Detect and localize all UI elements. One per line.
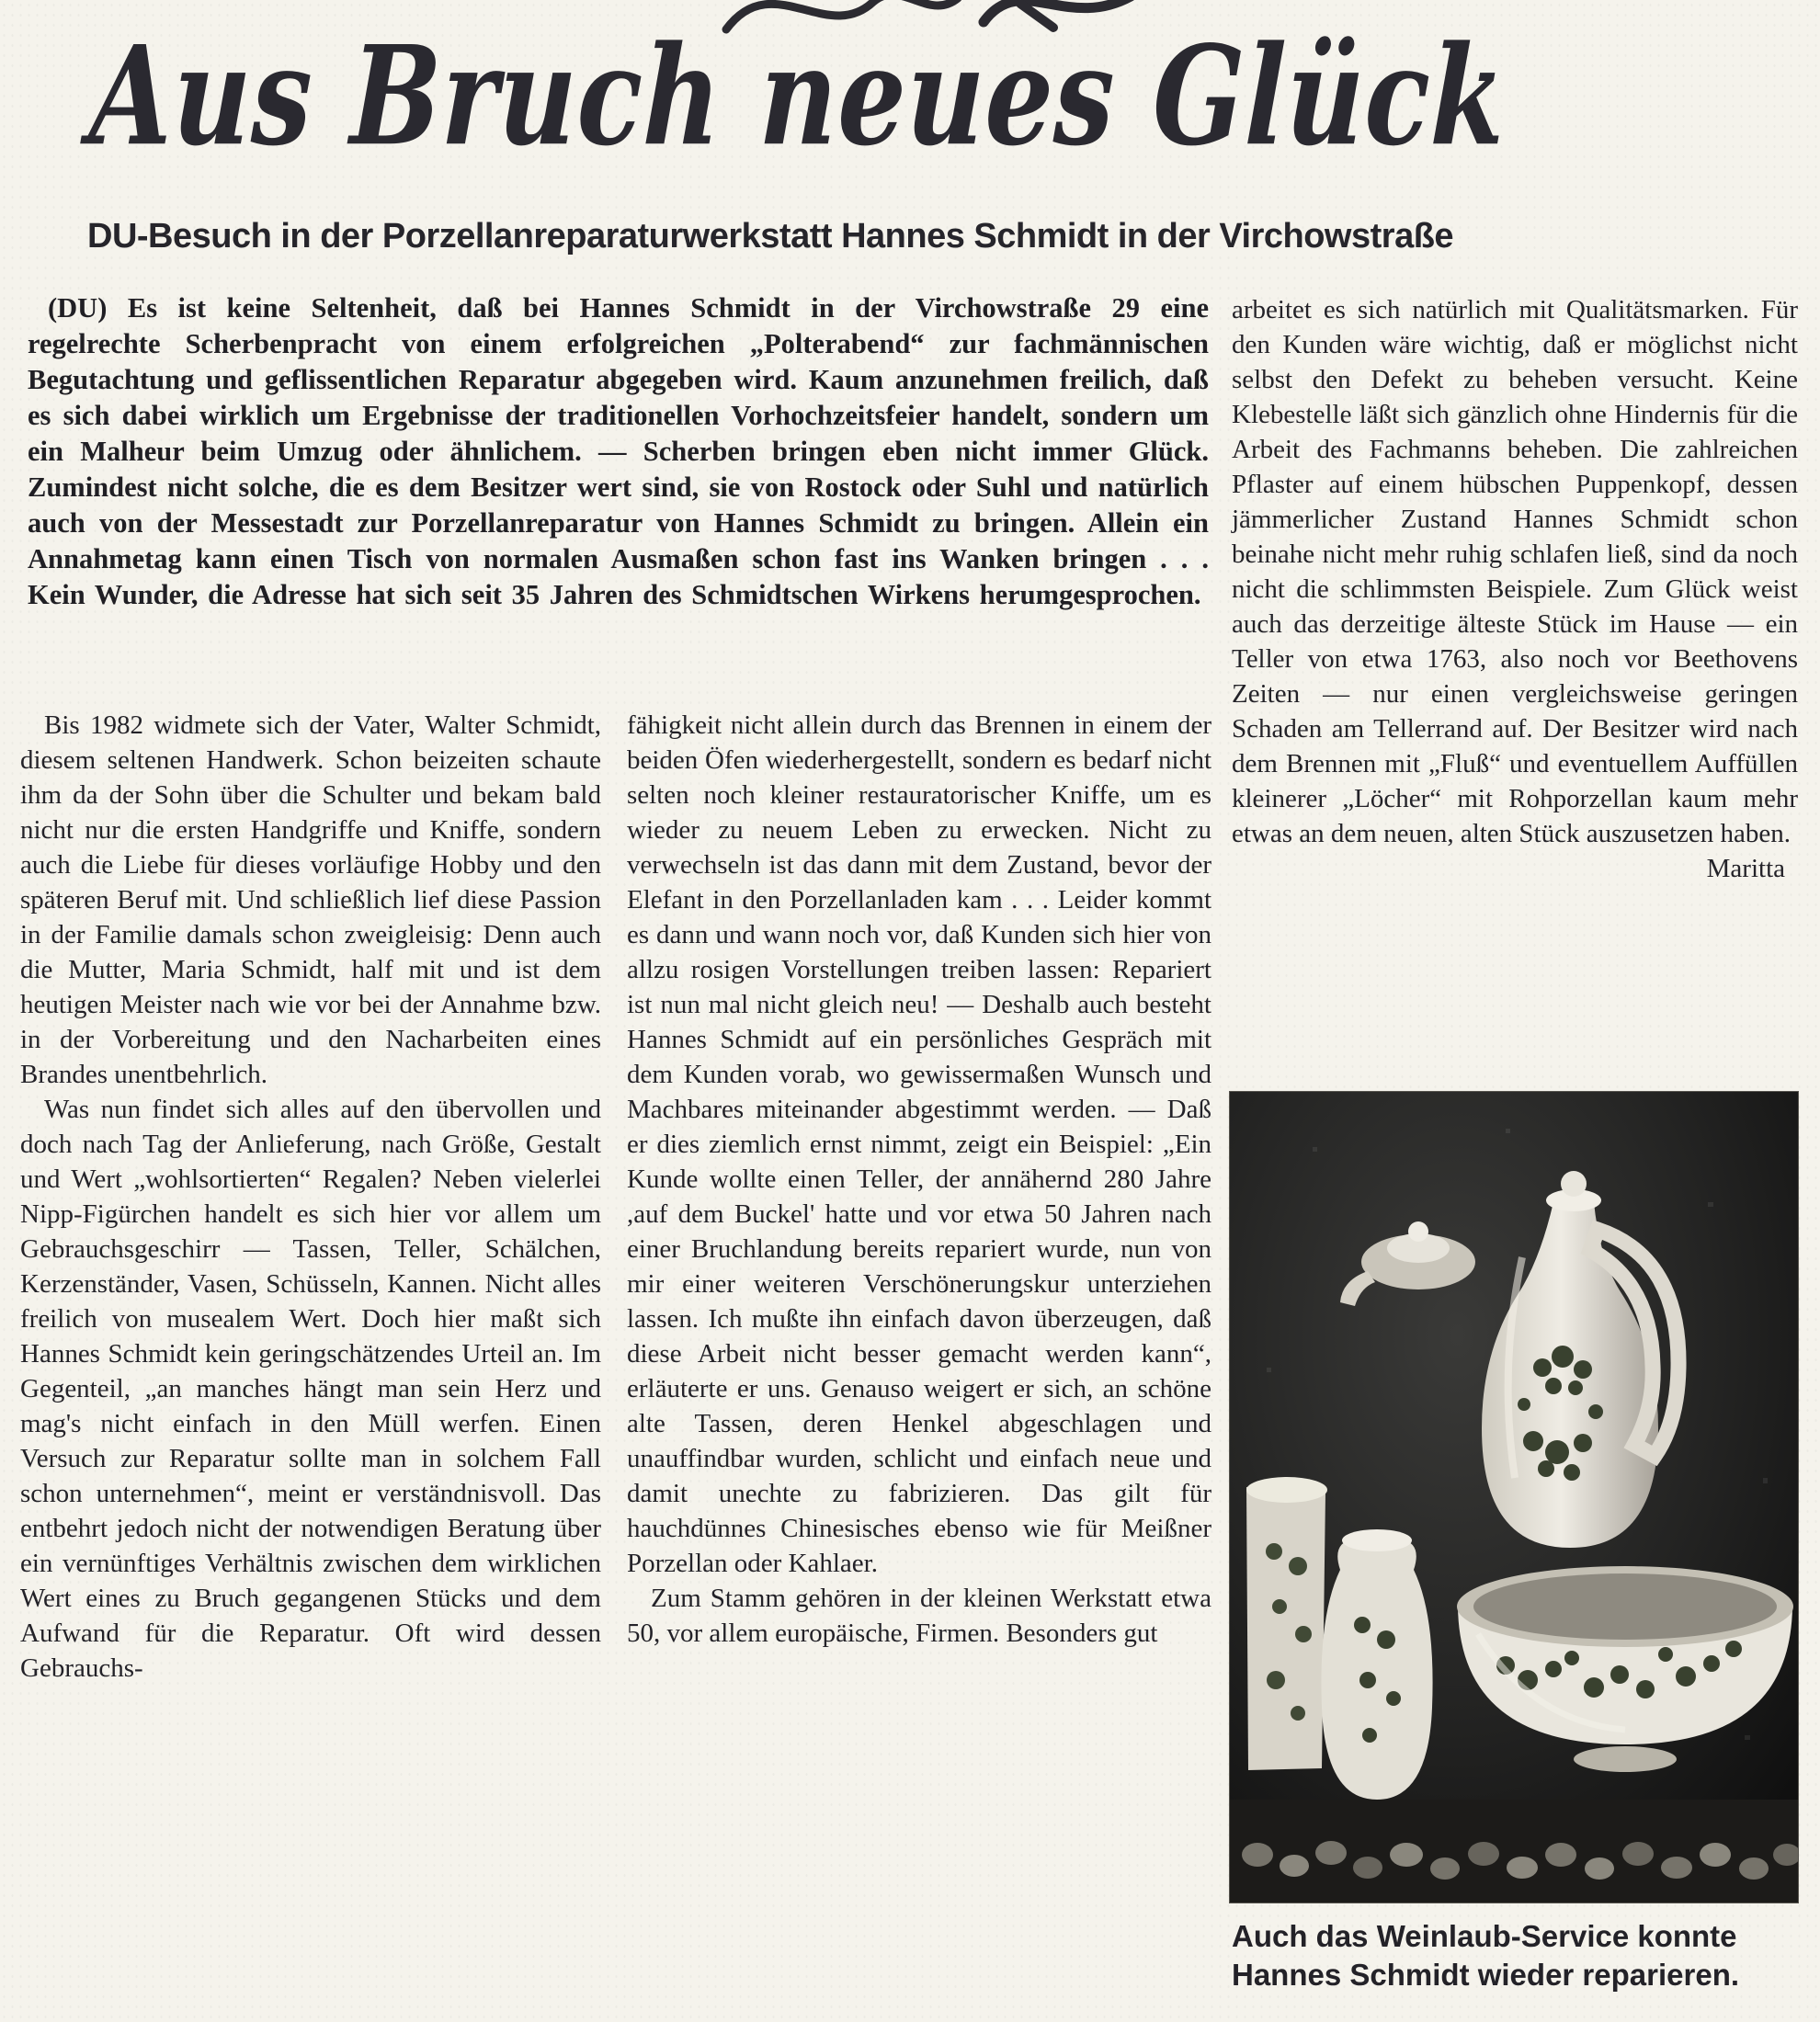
- column-1: [20, 708, 601, 1686]
- article-headline: Aus Bruch neues Glück: [87, 17, 1508, 177]
- column-2-paragraph-2: Zum Stamm gehören in der kleinen Werkstatt etwa 50, vor allem europäische, Firmen. Besonders gut: [627, 1584, 1211, 1648]
- column-3: [1232, 292, 1798, 886]
- lead-paragraph: (DU) Es ist keine Seltenheit, daß bei Hannes Schmidt in der Virchowstraße 29 eine regelrechte Scherbenpracht von einem erfolgreichen „Polterabend“ zur fachmännischen Begutachtung und geflissentlichen Reparatur abgegeben wird. Kaum anzunehmen freilich, daß es sich dabei wirklich um Ergebnisse der traditionellen Vorhochzeitsfeier handelt, sondern um ein Malheur beim Umzug oder ähnlichem. — Scherben bringen eben nicht immer Glück. Zumindest nicht solche, die es dem Besitzer wert sind, sie von Rostock oder Suhl und natürlich auch von der Messestadt zur Porzellanreparatur von Hannes Schmidt zu bringen. Allein ein Annahmetag kann einen Tisch von normalen Ausmaßen schon fast ins Wanken bringen . . . Kein Wunder, die Adresse hat sich seit 35 Jahren des Schmidtschen Wirkens herumgesprochen.: [28, 292, 1209, 610]
- column-1-paragraph-2: Was nun findet sich alles auf den übervollen und doch nach Tag der Anlieferung, nach Größe, Gestalt und Wert „wohlsortierten“ Regalen? Neben vielerlei Nipp-Figürchen handelt es sich hier vor allem um Gebrauchsgeschirr — Tassen, Teller, Schälchen, Kerzenständer, Vasen, Schüsseln, Kannen. Nicht alles freilich von musealem Wert. Doch hier maßt sich Hannes Schmidt kein geringschätzendes Urteil an. Im Gegenteil, „an manches hängt man sein Herz und mag's nicht einfach in den Müll werfen. Einen Versuch zur Reparatur sollte man in solchem Fall schon unternehmen“, meint er verständnisvoll. Das entbehrt jedoch nicht der notwendigen Beratung über ein vernünftiges Verhältnis zwischen dem wirklichen Wert eines zu Bruch gegangenen Stücks und dem Aufwand für die Reparatur. Oft wird dessen Gebrauchs-: [20, 1095, 601, 1683]
- author-byline: Maritta: [1706, 854, 1785, 883]
- porcelain-photo-illustration: [1230, 1092, 1798, 1903]
- photo-caption: Auch das Weinlaub-Service konnte Hannes Schmidt wieder reparieren.: [1232, 1919, 1740, 1992]
- column-2: [627, 708, 1211, 1651]
- article-subtitle: DU-Besuch in der Porzellanreparaturwerkstatt Hannes Schmidt in der Virchowstraße: [87, 217, 1454, 256]
- weinlaub-service-photo: [1230, 1092, 1798, 1903]
- column-3-paragraph-1: arbeitet es sich natürlich mit Qualitätsmarken. Für den Kunden wäre wichtig, daß er möglichst nicht selbst den Defekt zu beheben versucht. Keine Klebestelle läßt sich gänzlich ohne Hindernis für die Arbeit des Fachmanns beheben. Die zahlreichen Pflaster auf einem hübschen Puppenkopf, dessen jämmerlicher Zustand Hannes Schmidt schon beinahe nicht mehr ruhig schlafen ließ, sind da noch nicht die schlimmsten Beispiele. Zum Glück weist auch das derzeitige älteste Stück im Hause — ein Teller von etwa 1763, also noch vor Beethovens Zeiten — nur einen vergleichsweise geringen Schaden am Tellerrand auf. Der Besitzer wird nach dem Brennen mit „Fluß“ und eventuellem Auffüllen kleinerer „Löcher“ mit Rohporzellan kaum mehr etwas an dem neuen, alten Stück auszusetzen haben.: [1232, 295, 1798, 848]
- column-1-paragraph-1: Bis 1982 widmete sich der Vater, Walter Schmidt, diesem seltenen Handwerk. Schon beizeiten schaute ihm da der Sohn über die Schulter und bekam bald nicht nur die ersten Handgriffe und Kniffe, sondern auch die Liebe für dieses vorläufige Hobby und den späteren Beruf mit. Und schließlich lief diese Passion in der Familie damals schon zweigleisig: Denn auch die Mutter, Maria Schmidt, half mit und ist dem heutigen Meister nach wie vor bei der Annahme bzw. in der Vorbereitung und den Nacharbeiten eines Brandes unentbehrlich.: [20, 710, 601, 1089]
- column-2-paragraph-1: fähigkeit nicht allein durch das Brennen in einem der beiden Öfen wiederhergestellt, sondern es bedarf nicht selten noch kleiner restauratorischer Kniffe, um es wieder zu neuem Leben zu erwecken. Nicht zu verwechseln ist das dann mit dem Zustand, bevor der Elefant in den Porzellanladen kam . . . Leider kommt es dann und wann noch vor, daß Kunden sich hier von allzu rosigen Vorstellungen treiben lassen: Repariert ist nun mal nicht gleich neu! — Deshalb auch besteht Hannes Schmidt auf ein persönliches Gespräch mit dem Kunden vorab, wo gewissermaßen Wunsch und Machbares miteinander abgestimmt werden. — Daß er dies ziemlich ernst nimmt, zeigt ein Beispiel: „Ein Kunde wollte einen Teller, der annähernd 280 Jahre ,auf dem Buckel' hatte und vor etwa 50 Jahren nach einer Bruchlandung bereits repariert wurde, nun von mir einer weiteren Verschönerungskur unterziehen lassen. Ich mußte ihn einfach davon überzeugen, daß diese Arbeit nicht besser gemacht werden kann“, erläuterte er uns. Genauso weigert er sich, an schöne alte Tassen, deren Henkel abgeschlagen und unauffindbar wurden, schlicht und einfach neue und damit unechte zu fabrizieren. Das gilt für hauchdünnes Chinesisches ebenso wie für Meißner Porzellan oder Kahlaer.: [627, 710, 1211, 1578]
